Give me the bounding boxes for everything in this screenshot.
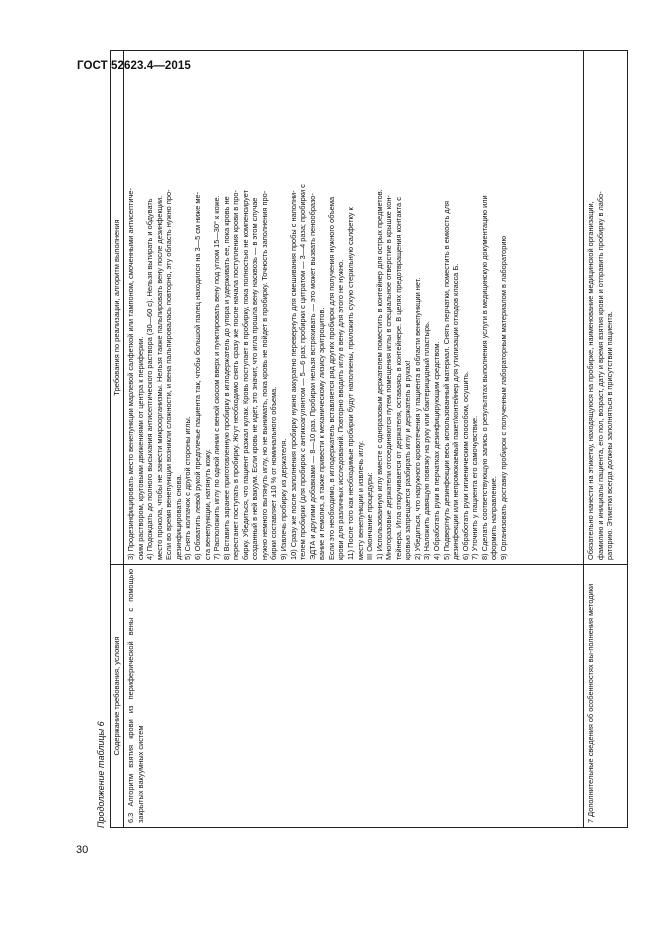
step-line: 10) Сразу же после заполнения пробирку нужно аккуратно перевернуть для смешивания пробы с наполни- xyxy=(288,190,298,560)
step-line: 4) Подождать до полного высыхания антисептического раствора (30—60 с). Нельзя вытирать и обдувать xyxy=(145,198,155,560)
step-line: 7) Расположить иглу по одной линии с веной скосом вверх и пунктировать вену под углом 15—30° к коже. xyxy=(212,195,222,560)
step-line: 6) Обхватить левой рукой предплечье пациента так, чтобы большой палец находился на 3—5 см ниже ме- xyxy=(192,191,202,560)
step-line: 5) Снять колпачок с другой стороны иглы. xyxy=(183,416,193,560)
step-line: тейнера. Игла откручивается от держателя, оставаясь в контейнере. В целях предотвращения контакта с xyxy=(393,197,403,560)
step-line: бирку. Убедиться, что пациент разжал кулак. Кровь поступает в пробирку, пока полностью не компенсирует xyxy=(240,189,250,560)
step-line: 4) Обработать руки в перчатках дезинфицирующим средством. xyxy=(432,341,441,560)
step-line: место прокола, чтобы не занести микроорганизмы. Нельзя также пальпировать вену после дезинфекции. xyxy=(154,195,164,560)
step-line: 8) Сделать соответствующую запись о результатах выполнения услуги в медицинскую документацию или xyxy=(479,195,489,560)
rotated-table-area xyxy=(95,50,629,828)
step-line: Если во время венепункции возникли сложности, и вена пальпировалась повторно, эту область нужно про- xyxy=(164,189,174,560)
step-line: 3) Продезинфицировать место венепункции марлевой салфеткой или тампоном, смоченными антисептиче- xyxy=(126,188,135,560)
algorithm-cell xyxy=(124,51,583,564)
column-header-algorithm: Требования по реализации, алгоритм выполнения xyxy=(111,51,124,564)
algorithm-cell xyxy=(584,51,627,564)
step-line: ЭДТА и другими добавками — 8—10 раз. Пробирки нельзя встряхивать — это может вызвать пенообразо- xyxy=(307,193,317,560)
step-line: 3) Наложить давящую повязку на руку или бактерицидный пластырь. xyxy=(422,321,432,560)
step-line: 8) Вставить заранее приготовленную пробирку в иглодержатель до упора и удерживать ее, пока кровь не xyxy=(221,196,231,560)
column-header-condition: Содержание требования, условия xyxy=(111,564,124,827)
step-line: 11) После того как необходимые пробирки будут наполнены, приложить сухую стерильную салфетку к xyxy=(345,207,355,560)
step-line: дезинфицировать снова. xyxy=(173,474,183,560)
step-line: раторию. Этикетки всегда должны заполняться в присутствии пациента. xyxy=(605,311,615,560)
condition-cell xyxy=(124,564,583,827)
page-number: 30 xyxy=(76,844,89,856)
step-line: перестанет поступать в пробирку. Жгут необходимо снять сразу же после начала поступления крови в про- xyxy=(231,190,241,560)
step-line: созданный в ней вакуум. Если кровь не идет, это значит, что игла прошла вену насквозь — в этом случае xyxy=(250,197,260,560)
requirements-table xyxy=(110,50,628,828)
step-line: ста венепункции, натянуть кожу. xyxy=(202,449,212,560)
condition-cell xyxy=(584,564,627,827)
step-line: Многоразовые держатели отсоединяются путем помещения иглы в специальное отверстие в крышке кон- xyxy=(384,195,394,560)
table-continuation-caption: Продолжение таблицы 6 xyxy=(96,721,106,828)
document-code: ГОСТ 52623.4—2015 xyxy=(77,60,191,72)
step-line: крови для различных исследований. Повторно вводить иглу в вену для этого не нужно. xyxy=(336,259,346,560)
step-line: 5) Подвергнуть дезинфекции весь использованный материал. Снять перчатки, поместить в емкость для xyxy=(441,200,451,560)
step-line: фамилию и инициалы пациента, его пол, возраст, дату и время взятия крови и отправить пробирку в лабо- xyxy=(595,191,605,560)
step-line: 7) Уточнить у пациента его самочувствие. xyxy=(470,415,480,560)
step-line: нужно немного вытянуть иглу, но не вынимать, пока кровь не пойдет в пробирку. Точность заполнения про- xyxy=(259,190,269,560)
condition-text: 7 Дополнительные сведения об особенностях вы-полнения методики xyxy=(586,583,595,823)
step-line: 2) Убедиться, что наружного кровотечения у пациента в области венепункции нет. xyxy=(412,277,422,560)
step-line: 9) Организовать доставку пробирок с полученным лабораторным материалом в лабораторию xyxy=(498,235,508,560)
condition-text: 6.3 Алгоритм взятия крови из периферической вены с помощью закрытых вакуумных систем xyxy=(126,569,145,823)
step-line: 9) Извлечь пробирку из держателя. xyxy=(279,438,288,560)
step-line: Обязательно нанести на этикетку, находящуюся на пробирке, наименование медицинской организации, xyxy=(586,201,595,560)
step-line: 1) Использованную иглу вместе с одноразовым держателем поместить в контейнер для острых предметов. xyxy=(374,189,384,560)
step-line: Если это необходимо, в иглодержатель вставляется ряд других пробирок для получения нужного объема xyxy=(326,196,336,560)
step-line: вание и гемолиз, а также привести к механическому лизису эритроцитов. xyxy=(317,307,327,560)
step-line: 6) Обработать руки гигиеническим способом, осушить. xyxy=(460,371,470,560)
step-line: ским раствором, круговыми движениями от центра к периферии. xyxy=(135,336,145,560)
table-row xyxy=(124,51,584,827)
step-line: месту венепункции и извлечь иглу. xyxy=(355,440,365,560)
step-line: кровью запрещается разбирать иглу и держатель в руках! xyxy=(403,360,413,560)
step-line: дезинфекции или непромокаемый пакет/контейнер для утилизации отходов класса Б. xyxy=(451,263,461,560)
step-line: телем пробирки (для пробирок с антикоагулянтом — 5—6 раз; пробирки с цитратом — 3—4 раза; пробирки с xyxy=(298,184,308,560)
table-row xyxy=(584,51,627,827)
step-line: III Окончание процедуры: xyxy=(365,472,375,560)
step-line: бирки составляет ±10 % от номинального объема. xyxy=(269,386,279,560)
step-line: оформить направление. xyxy=(489,476,499,560)
